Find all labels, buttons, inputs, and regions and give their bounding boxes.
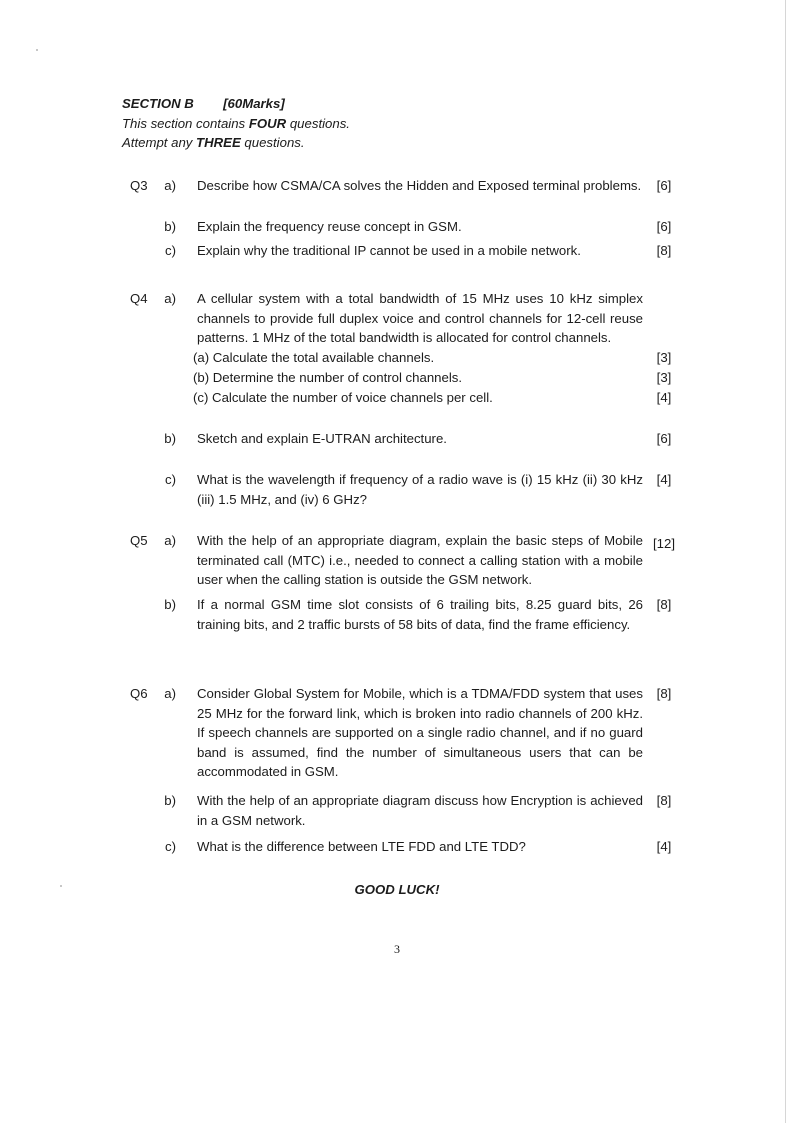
question-text: Explain the frequency reuse concept in GSM.	[197, 219, 462, 234]
question-number: Q6	[130, 686, 148, 701]
instruction-text: questions.	[240, 135, 305, 150]
marks: [6]	[656, 431, 672, 446]
instruction-text: questions.	[286, 115, 350, 131]
part-label: c)	[165, 839, 176, 854]
good-luck-message: GOOD LUCK!	[354, 882, 440, 897]
question-text: Describe how CSMA/CA solves the Hidden and Exposed terminal problems.	[197, 178, 642, 193]
marks: [8]	[656, 243, 672, 258]
part-label: b)	[164, 793, 176, 808]
part-label: c)	[165, 243, 176, 258]
part-label: b)	[164, 431, 176, 446]
marks: [12]	[653, 536, 675, 551]
part-label: c)	[165, 472, 176, 487]
section-instruction-2	[122, 133, 522, 153]
question-text: With the help of an appropriate diagram discuss how Encryption is achieved in a GSM network.	[197, 793, 643, 828]
question-text: Consider Global System for Mobile, which is a TDMA/FDD system that uses 25 MHz for the forward link, which is broken into radio channels of 200 kHz. If speech channels are supported on a single radio channel, and if no guard band is assumed, find the number of simultaneous users that can be accommodated in GSM.	[197, 686, 643, 779]
question-text: What is the difference between LTE FDD and LTE TDD?	[197, 839, 526, 854]
section-instruction-1	[122, 114, 522, 134]
question-text: Sketch and explain E-UTRAN architecture.	[197, 431, 447, 446]
instruction-emphasis: FOUR	[248, 115, 287, 131]
question-text: Explain why the traditional IP cannot be used in a mobile network.	[197, 243, 581, 258]
section-header	[122, 94, 522, 153]
marks: [4]	[656, 390, 672, 405]
part-label: a)	[164, 291, 176, 306]
question-number: Q4	[130, 291, 148, 306]
marks: [6]	[656, 219, 672, 234]
section-label: SECTION B	[122, 96, 194, 111]
part-label: a)	[164, 533, 176, 548]
section-title-line	[122, 94, 522, 114]
section-marks: [60Marks]	[223, 96, 285, 111]
question-text: A cellular system with a total bandwidth of 15 MHz uses 10 kHz simplex channels to provide full duplex voice and control channels for 12-cell reuse patterns. 1 MHz of the total bandwidth is allocated for control channels.	[197, 291, 643, 345]
part-label: b)	[164, 597, 176, 612]
question-text: With the help of an appropriate diagram, explain the basic steps of Mobile terminated call (MTC) i.e., needed to connect a calling station with a mobile user when the calling station is outside the GSM network.	[197, 533, 643, 587]
marks: [4]	[656, 472, 672, 487]
marks: [3]	[656, 350, 672, 365]
question-text: If a normal GSM time slot consists of 6 trailing bits, 8.25 guard bits, 26 training bits, and 2 traffic bursts of 58 bits of data, find the frame efficiency.	[197, 597, 643, 632]
question-text: What is the wavelength if frequency of a radio wave is (i) 15 kHz (ii) 30 kHz (iii) 1.5 MHz, and (iv) 6 GHz?	[197, 472, 643, 507]
page-number: 3	[394, 942, 400, 956]
question-number: Q5	[130, 533, 148, 548]
instruction-emphasis: THREE	[196, 135, 241, 150]
instruction-text: This section contains	[122, 115, 249, 131]
marks: [8]	[656, 597, 672, 612]
scan-speck	[36, 49, 38, 51]
marks: [3]	[656, 370, 672, 385]
sub-question: (b) Determine the number of control channels.	[193, 370, 463, 385]
marks: [8]	[656, 686, 672, 701]
part-label: a)	[164, 686, 176, 701]
marks: [8]	[656, 793, 672, 808]
question-number: Q3	[130, 178, 148, 193]
sub-question: (a) Calculate the total available channels.	[193, 350, 435, 365]
part-label: a)	[164, 178, 176, 193]
marks: [4]	[656, 839, 672, 854]
marks: [6]	[656, 178, 672, 193]
instruction-text: Attempt any	[122, 135, 197, 150]
sub-question: (c) Calculate the number of voice channels per cell.	[193, 390, 493, 405]
part-label: b)	[164, 219, 176, 234]
